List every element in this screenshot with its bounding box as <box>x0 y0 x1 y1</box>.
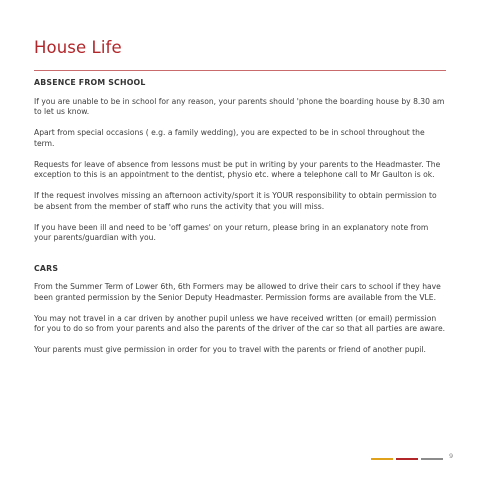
section-cars <box>34 264 446 356</box>
paragraph: If you have been ill and need to be 'off games' on your return, please bring in an explanatory note from your parents/guardian with you. <box>34 222 429 242</box>
document-body <box>34 78 446 356</box>
paragraph: Apart from special occasions ( e.g. a family wedding), you are expected to be in school throughout the term. <box>34 128 425 148</box>
paragraph: Requests for leave of absence from lessons must be put in writing by your parents to the Headmaster. The exception to this is an appointment to the dentist, physio etc. where a telephone call to Mr Gaulton is ok. <box>34 159 441 179</box>
page-number: 9 <box>449 452 454 460</box>
footer-bar-gold <box>371 458 393 460</box>
paragraph: If the request involves missing an afternoon activity/sport it is YOUR responsibility to obtain permission to be absent from the member of staff who runs the activity that you will miss. <box>34 191 437 211</box>
footer-bar-red <box>396 458 418 460</box>
paragraph: From the Summer Term of Lower 6th, 6th Formers may be allowed to drive their cars to school if they have been granted permission by the Senior Deputy Headmaster. Permission forms are available from the VLE. <box>34 282 441 302</box>
page-title: House Life <box>34 38 122 57</box>
paragraph: Your parents must give permission in order for you to travel with the parents or friend of another pupil. <box>34 345 426 354</box>
document-page <box>34 0 446 480</box>
title-divider <box>34 70 446 71</box>
footer-bar-grey <box>421 458 443 460</box>
paragraph: If you are unable to be in school for any reason, your parents should 'phone the boarding house by 8.30 am to let us know. <box>34 96 445 116</box>
section-heading: CARS <box>34 263 59 273</box>
section-absence <box>34 78 446 244</box>
section-heading: ABSENCE FROM SCHOOL <box>34 78 146 87</box>
paragraph: You may not travel in a car driven by another pupil unless we have received written (or email) permission for you to do so from your parents and also the parents of the driver of the car so that all parties are aware. <box>34 313 446 333</box>
